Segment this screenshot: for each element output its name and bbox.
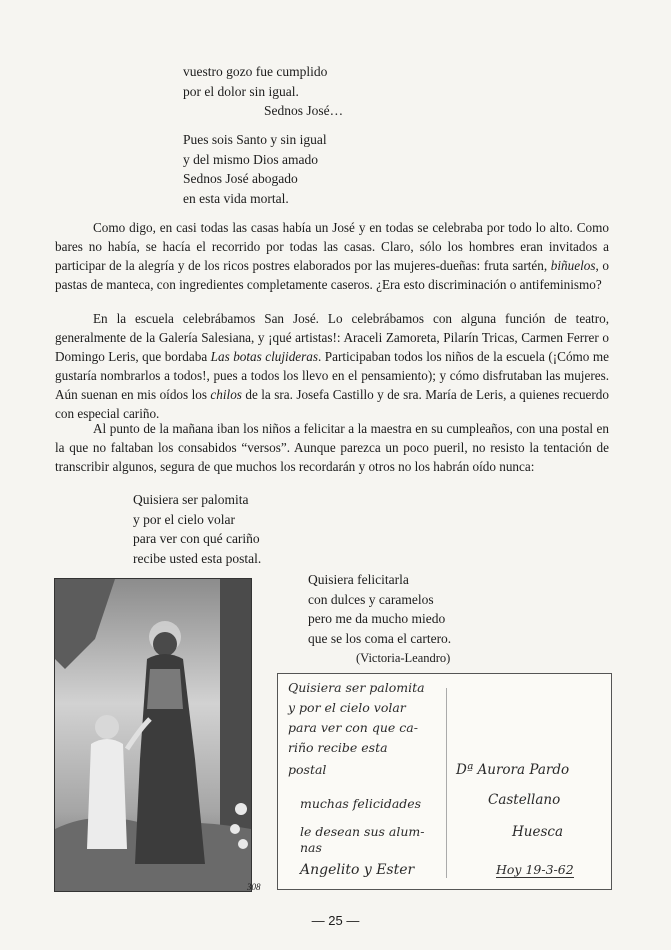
postcard-line: Quisiera ser palomita: [288, 680, 425, 695]
verse-line: Quisiera felicitarla: [308, 572, 409, 587]
saint-joseph-photo: [54, 578, 252, 892]
verse-line: pero me da mucho miedo: [308, 611, 446, 626]
postcard-line: nas: [300, 840, 322, 855]
corner-mark: 308: [247, 882, 261, 892]
postcard-line: riño recibe esta: [288, 740, 388, 755]
text-run: Como digo, en casi todas las casas había un José y en todas se celebraba por todo lo alto. Como bares no había, se hacía el recorrido por todas las casas. Claro, sólo los hombres eran invitados a participar de la alegría y de los ricos postres elaborados por las mujeres-dueñas: fruta sartén,: [55, 220, 609, 273]
postcard-line: y por el cielo volar: [288, 700, 406, 715]
verse-line: que se los coma el cartero.: [308, 630, 452, 646]
postcard-line: le desean sus alum-: [300, 824, 425, 839]
paragraph-2: [55, 309, 609, 423]
italic-text: biñuelos: [550, 258, 596, 273]
postcard-addressee: Dª Aurora Pardo: [456, 762, 570, 778]
italic-text: Las botas clujideras: [210, 349, 318, 364]
verse-line: vuestro gozo fue cumplido: [183, 64, 328, 79]
verse-line: y del mismo Dios amado: [183, 151, 318, 167]
text-run: . Participaban todos los niños de la escuela (¡Cómo me gustaría nombrarlos a todos!, pues a todos los llevo en el pensamiento); y cómo disfrutaban las mujeres. Aún suenan en mis oídos los: [55, 349, 609, 402]
text-run: de la sra. Josefa Castillo y de sra. María de Leris, a quienes recuerdo con especial cariño.: [55, 387, 609, 421]
handwritten-postcard: [277, 673, 612, 890]
verse-line: Sednos José abogado: [183, 171, 298, 186]
verse-line: para ver con qué cariño: [133, 531, 260, 546]
postcard-address-line: Castellano: [488, 792, 561, 808]
verse-stanza-4: [308, 570, 451, 648]
postcard-line: para ver con que ca-: [288, 720, 418, 735]
verse-line: Pues sois Santo y sin igual: [183, 132, 327, 147]
text-run: En la escuela celebrábamos San José. Lo celebrábamos con alguna función de teatro, generalmente de la Galería Salesiana, y ¡qué artistas!: Araceli Zamoreta, Pilarín Tricas, Carmen Ferrer o Domingo Leris, que bordaba: [55, 311, 609, 364]
verse-line: con dulces y caramelos: [308, 591, 434, 607]
verse-line: por el dolor sin igual.: [183, 83, 299, 99]
postcard-line: postal: [288, 762, 327, 777]
postcard-signature: Angelito y Ester: [300, 862, 415, 878]
verse-line: y por el cielo volar: [133, 511, 235, 527]
verse-line: recibe usted esta postal.: [133, 550, 262, 566]
verse-stanza-1: [183, 62, 343, 121]
verse-refrain: Sednos José…: [264, 103, 344, 118]
verse-line: Quisiera ser palomita: [133, 492, 249, 507]
italic-text: chilos: [210, 387, 242, 402]
postcard-line: muchas felicidades: [300, 796, 422, 811]
paragraph-3: Al punto de la mañana iban los niños a felicitar a la maestra en su cumpleaños, con una postal en la que no faltaban los consabidos “versos”. Aunque parezca un poco pueril, no resisto la tentación de transcribir algunos, segura de que muchos los recordarán y otros no los habrán oído nunca:: [55, 421, 609, 474]
postcard-address-line: Huesca: [512, 824, 563, 840]
verse-line: en esta vida mortal.: [183, 190, 289, 206]
postcard-divider: [446, 688, 447, 878]
verse-stanza-2: [183, 130, 327, 208]
verse-stanza-3: [133, 490, 261, 568]
postcard-date: Hoy 19-3-62: [496, 862, 574, 877]
page-number: — 25 —: [311, 913, 360, 928]
attribution: (Victoria-Leandro): [356, 651, 451, 665]
paragraph-1: [55, 218, 609, 294]
text-run: , o pastas de manteca, con ingredientes completamente caseros. ¿Era esto discriminación o antifeminismo?: [55, 258, 610, 292]
